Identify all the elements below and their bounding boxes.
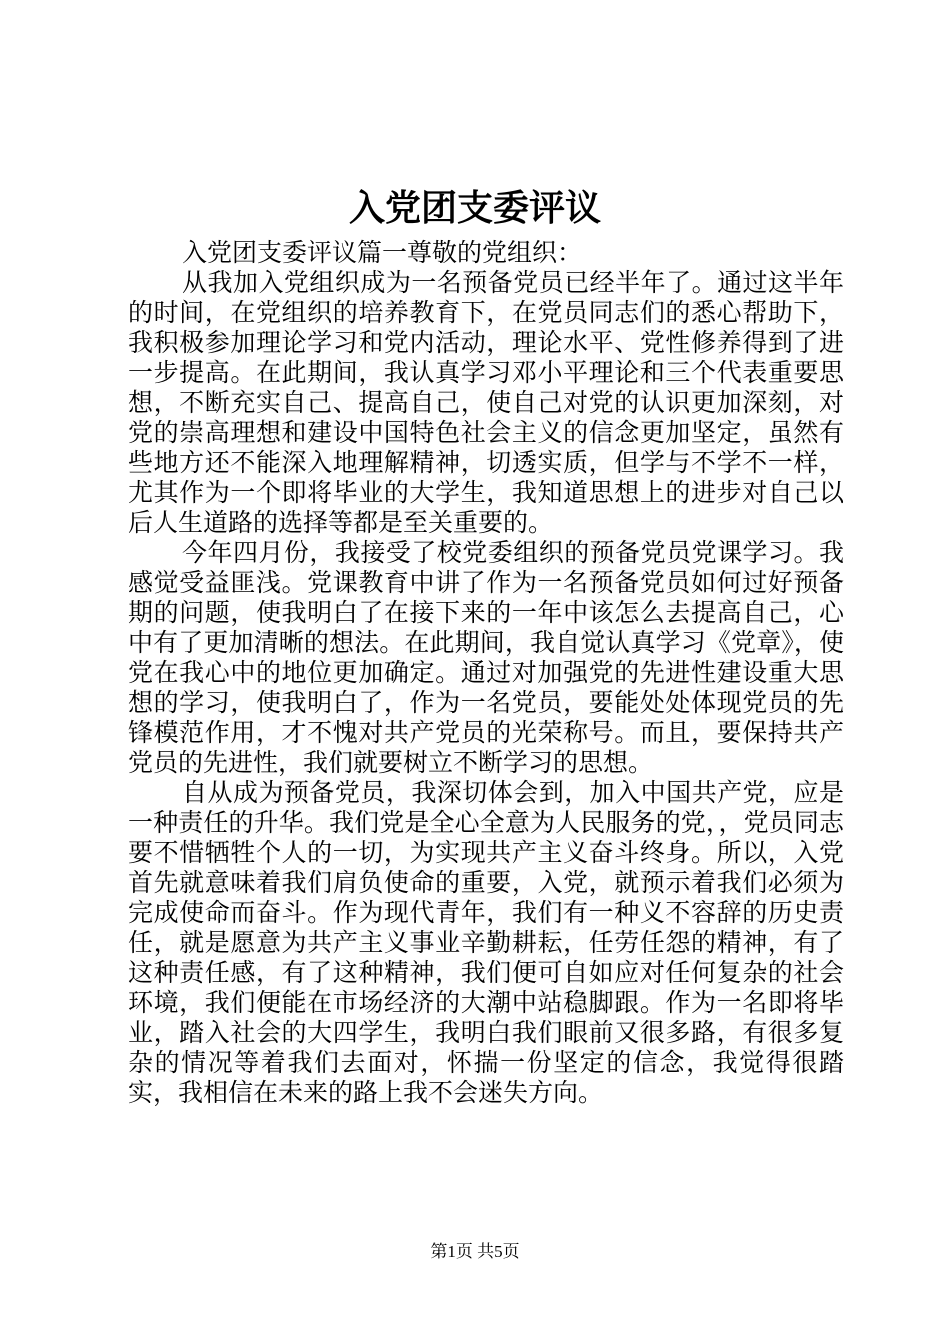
paragraph-3: 自从成为预备党员，我深切体会到，加入中国共产党，应是一种责任的升华。我们党是全心全意为人民服务的党，，党员同志要不惜牺牲个人的一切，为实现共产主义奋斗终身。所以，入党首先就意味着我们肩负使命的重要，入党，就预示着我们必须为完成使命而奋斗。作为现代青年，我们有一种义不容辞的历史责任，就是愿意为共产主义事业辛勤耕耘，任劳任怨的精神，有了这种责任感，有了这种精神，我们便可自如应对任何复杂的社会环境，我们便能在市场经济的大潮中站稳脚跟。作为一名即将毕业，踏入社会的大四学生，我明白我们眼前又很多路，有很多复杂的情况等着我们去面对，怀揣一份坚定的信念，我觉得很踏实，我相信在未来的路上我不会迷失方向。 xyxy=(128,778,844,1107)
paragraph-greeting: 入党团支委评议篇一尊敬的党组织： xyxy=(182,238,583,267)
paragraph-1: 从我加入党组织成为一名预备党员已经半年了。通过这半年的时间，在党组织的培养教育下，在党员同志们的悉心帮助下，我积极参加理论学习和党内活动，理论水平、党性修养得到了进一步提高。在此期间，我认真学习邓小平理论和三个代表重要思想，不断充实自己、提高自己，使自己对党的认识更加深刻，对党的崇高理想和建设中国特色社会主义的信念更加坚定，虽然有些地方还不能深入地理解精神，切透实质，但学与不学不一样，尤其作为一个即将毕业的大学生，我知道思想上的进步对自己以后人生道路的选择等都是至关重要的。 xyxy=(128,268,844,537)
document-body xyxy=(128,238,844,1108)
page-footer: 第1页 共5页 xyxy=(430,1242,520,1261)
document-title: 入党团支委评议 xyxy=(348,187,601,229)
paragraph-2: 今年四月份，我接受了校党委组织的预备党员党课学习。我感觉受益匪浅。党课教育中讲了作为一名预备党员如何过好预备期的问题，使我明白了在接下来的一年中该怎么去提高自己，心中有了更加清晰的想法。在此期间，我自觉认真学习《党章》，使党在我心中的地位更加确定。通过对加强党的先进性建设重大思想的学习，使我明白了，作为一名党员，要能处处体现党员的先锋模范作用，才不愧对共产党员的光荣称号。而且，要保持共产党员的先进性，我们就要树立不断学习的思想。 xyxy=(128,538,844,777)
